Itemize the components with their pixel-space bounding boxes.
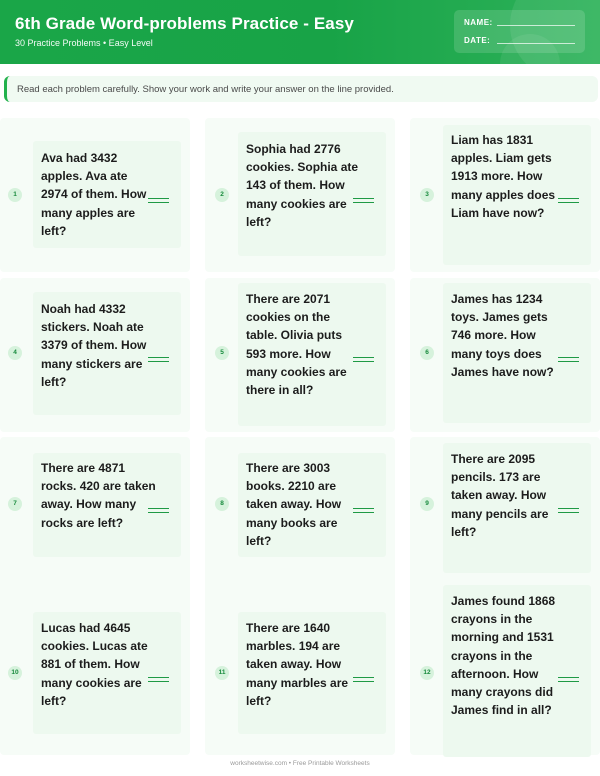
problem-number: 3 [420, 188, 434, 202]
problem-text: Ava had 3432 apples. Ava ate 2974 of them. How many apples are left? [41, 151, 147, 238]
page-title: 6th Grade Word-problems Practice - Easy [15, 14, 354, 33]
problem-text: Liam has 1831 apples. Liam gets 1913 more. How many apples does Liam have now? [451, 133, 556, 220]
problem-text: James found 1868 crayons in the morning and 1531 crayons in the afternoon. How many crayons did James find in all? [451, 594, 556, 718]
problem-number: 2 [215, 188, 229, 202]
instructions-box [4, 76, 598, 102]
answer-line[interactable] [148, 677, 169, 682]
problem-number: 10 [8, 666, 22, 680]
answer-line[interactable] [353, 677, 374, 682]
date-label: DATE: [464, 36, 491, 45]
problem-text: Noah had 4332 stickers. Noah ate 3379 of them. How many stickers are left? [41, 302, 147, 389]
page-footer: worksheetwise.com • Free Printable Worksheets [230, 760, 370, 767]
answer-line[interactable] [353, 508, 374, 513]
answer-line[interactable] [353, 357, 374, 362]
problem-number: 1 [8, 188, 22, 202]
name-label: NAME: [464, 18, 493, 27]
problem-number: 11 [215, 666, 229, 680]
problem-number: 4 [8, 346, 22, 360]
problem-number: 6 [420, 346, 434, 360]
problem-number: 7 [8, 497, 22, 511]
answer-line[interactable] [148, 508, 169, 513]
answer-line[interactable] [558, 677, 579, 682]
problem-text: Sophia had 2776 cookies. Sophia ate 143 of them. How many cookies are left? [246, 142, 359, 229]
problem-number: 5 [215, 346, 229, 360]
problem-text: Lucas had 4645 cookies. Lucas ate 881 of them. How many cookies are left? [41, 621, 148, 708]
instructions-text: Read each problem carefully. Show your work and write your answer on the line provided. [17, 84, 394, 95]
problem-number: 8 [215, 497, 229, 511]
page-subtitle: 30 Practice Problems • Easy Level [15, 38, 153, 48]
answer-line[interactable] [558, 198, 579, 203]
name-line[interactable] [497, 25, 575, 26]
answer-line[interactable] [353, 198, 374, 203]
answer-line[interactable] [558, 508, 579, 513]
problem-text: There are 2095 pencils. 173 are taken away. How many pencils are left? [451, 452, 549, 539]
answer-line[interactable] [558, 357, 579, 362]
problem-text: James has 1234 toys. James gets 746 more. How many toys does James have now? [451, 292, 554, 379]
worksheet-header [0, 0, 600, 64]
problem-text: There are 4871 rocks. 420 are taken away. How many rocks are left? [41, 461, 156, 530]
problem-number: 12 [420, 666, 434, 680]
problem-text: There are 2071 cookies on the table. Olivia puts 593 more. How many cookies are there in all? [246, 292, 347, 398]
name-date-box [454, 10, 585, 53]
date-line[interactable] [497, 43, 575, 44]
problem-text: There are 3003 books. 2210 are taken away. How many books are left? [246, 461, 342, 548]
answer-line[interactable] [148, 357, 169, 362]
problem-text: There are 1640 marbles. 194 are taken away. How many marbles are left? [246, 621, 349, 708]
problem-number: 9 [420, 497, 434, 511]
answer-line[interactable] [148, 198, 169, 203]
